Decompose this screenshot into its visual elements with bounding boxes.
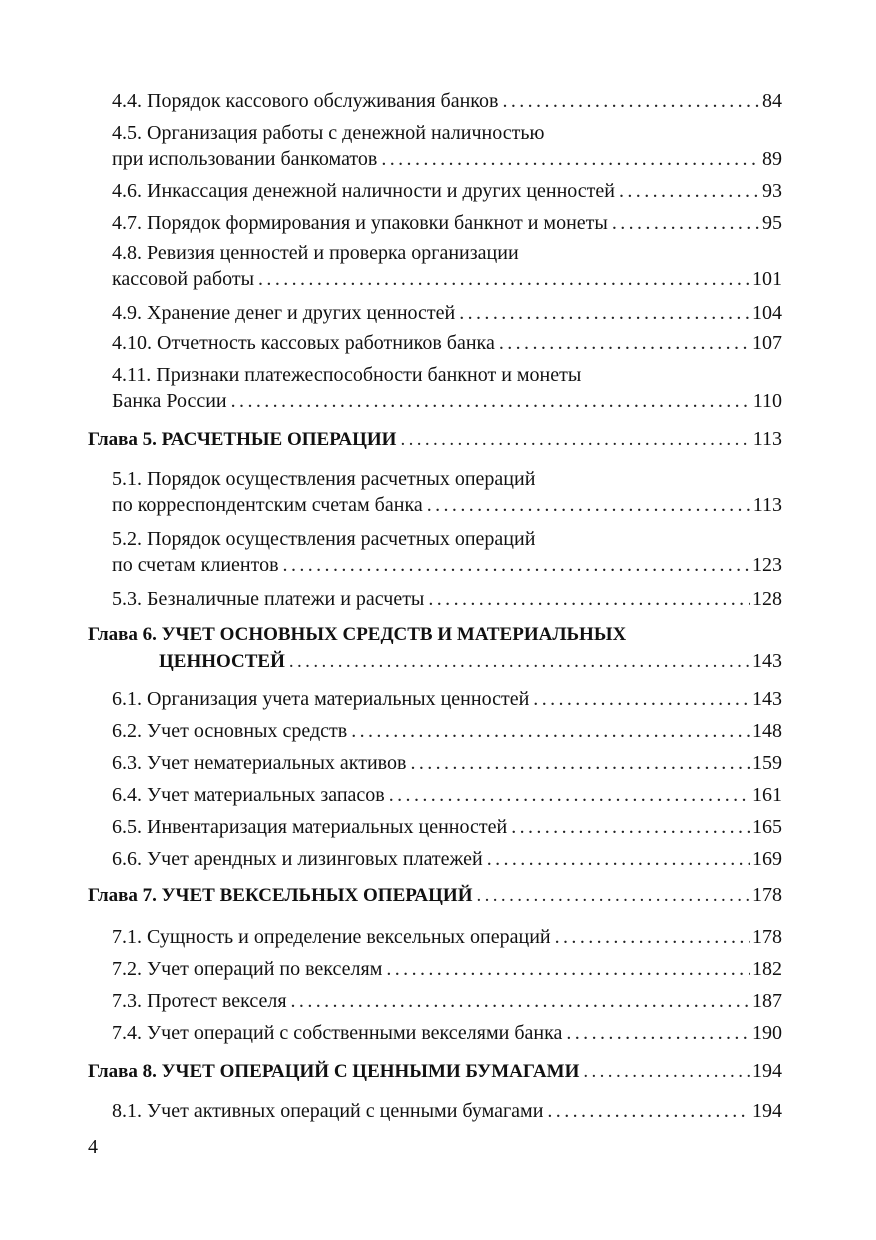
dot-leader [231, 388, 751, 414]
dot-leader [381, 146, 760, 172]
toc-section-entry [88, 300, 782, 326]
toc-entry-title: Глава 7. УЧЕТ ВЕКСЕЛЬНЫХ ОПЕРАЦИЙ [88, 885, 473, 906]
toc-entry-title: 6.1. Организация учета материальных ценностей [112, 688, 530, 710]
toc-entry-title-line: 4.11. Признаки платежеспособности банкнот и монеты [112, 364, 582, 386]
toc-section-entry [88, 210, 782, 236]
toc-entry-title: по корреспондентским счетам банка [112, 494, 423, 516]
dot-leader [511, 814, 750, 840]
toc-section-entry [88, 846, 782, 872]
dot-leader [459, 300, 750, 326]
toc-page-number: 110 [752, 390, 782, 412]
toc-entry-title-line: 5.1. Порядок осуществления расчетных операций [112, 468, 536, 490]
toc-section-entry [88, 686, 782, 712]
toc-entry-title: 6.2. Учет основных средств [112, 720, 348, 742]
toc-section-entry [88, 526, 782, 578]
toc-section-entry [88, 586, 782, 612]
dot-leader [258, 266, 750, 292]
toc-entry-title: 6.3. Учет нематериальных активов [112, 752, 407, 774]
toc-entry-title: 6.6. Учет арендных и лизинговых платежей [112, 848, 483, 870]
dot-leader [427, 492, 751, 518]
toc-entry-title: 4.10. Отчетность кассовых работников банка [112, 332, 495, 354]
dot-leader [499, 330, 750, 356]
dot-leader [612, 210, 760, 236]
toc-page-number: 194 [752, 1060, 782, 1082]
dot-leader [410, 750, 750, 776]
toc-entry-title: при использовании банкоматов [112, 148, 378, 170]
toc-page-number: 148 [752, 720, 782, 742]
toc-entry-title: кассовой работы [112, 268, 255, 290]
toc-page-number: 182 [752, 958, 782, 980]
toc-section-entry [88, 988, 782, 1014]
toc-section-entry [88, 750, 782, 776]
dot-leader [547, 1098, 750, 1124]
toc-page-number: 123 [752, 554, 782, 576]
toc-section-entry [88, 466, 782, 518]
dot-leader [502, 88, 760, 114]
toc-chapter-entry [88, 1058, 782, 1085]
toc-page-number: 143 [752, 688, 782, 710]
dot-leader [555, 924, 750, 950]
toc-page-number: 178 [752, 926, 782, 948]
toc-section-entry [88, 330, 782, 356]
toc-page-number: 107 [752, 332, 782, 354]
dot-leader [428, 586, 750, 612]
toc-entry-title: по счетам клиентов [112, 554, 279, 576]
toc-section-entry [88, 88, 782, 114]
dot-leader [389, 782, 750, 808]
toc-page-number: 93 [762, 180, 782, 202]
toc-section-entry [88, 1098, 782, 1124]
dot-leader [283, 552, 750, 578]
toc-page-number: 113 [752, 494, 782, 516]
dot-leader [533, 686, 750, 712]
toc-page-number: 95 [762, 212, 782, 234]
toc-page-number: 128 [752, 588, 782, 610]
toc-page-number: 104 [752, 302, 782, 324]
toc-section-entry [88, 924, 782, 950]
toc-section-entry [88, 240, 782, 292]
dot-leader [566, 1020, 750, 1046]
toc-chapter-entry [88, 622, 782, 675]
toc-page-number: 165 [752, 816, 782, 838]
toc-entry-title: 7.1. Сущность и определение вексельных операций [112, 926, 551, 948]
toc-page-number: 190 [752, 1022, 782, 1044]
toc-entry-title-line: 4.8. Ревизия ценностей и проверка организации [112, 242, 519, 264]
dot-leader [351, 718, 750, 744]
dot-leader [487, 846, 750, 872]
toc-entry-title: ЦЕННОСТЕЙ [159, 651, 285, 672]
toc-entry-title: 5.3. Безналичные платежи и расчеты [112, 588, 425, 610]
toc-entry-title: 4.9. Хранение денег и других ценностей [112, 302, 456, 324]
toc-entry-title: 7.2. Учет операций по векселям [112, 958, 383, 980]
toc-section-entry [88, 362, 782, 414]
dot-leader [619, 178, 760, 204]
toc-entry-title: 6.5. Инвентаризация материальных ценностей [112, 816, 508, 838]
toc-page-number: 101 [752, 268, 782, 290]
toc-entry-title: 4.4. Порядок кассового обслуживания банков [112, 90, 499, 112]
toc-page-number: 89 [762, 148, 782, 170]
toc-section-entry [88, 956, 782, 982]
page-number: 4 [88, 1136, 98, 1158]
toc-entry-title: 6.4. Учет материальных запасов [112, 784, 385, 806]
toc-entry-title: 8.1. Учет активных операций с ценными бумагами [112, 1100, 544, 1122]
toc-section-entry [88, 178, 782, 204]
toc-entry-title: 4.7. Порядок формирования и упаковки банкнот и монеты [112, 212, 608, 234]
toc-section-entry [88, 718, 782, 744]
toc-section-entry [88, 120, 782, 172]
toc-entry-title: 7.4. Учет операций с собственными векселями банка [112, 1022, 563, 1044]
toc-entry-title: Банка России [112, 390, 227, 412]
dot-leader [291, 988, 750, 1014]
toc-entry-title: Глава 8. УЧЕТ ОПЕРАЦИЙ С ЦЕННЫМИ БУМАГАМИ [88, 1061, 580, 1082]
toc-page-number: 161 [752, 784, 782, 806]
toc-page-number: 84 [762, 90, 782, 112]
toc-entry-title: Глава 5. РАСЧЕТНЫЕ ОПЕРАЦИИ [88, 429, 397, 450]
toc-section-entry [88, 782, 782, 808]
dot-leader [583, 1059, 750, 1085]
toc-page-number: 187 [752, 990, 782, 1012]
toc-page-number: 113 [752, 428, 782, 450]
toc-chapter-entry [88, 426, 782, 453]
dot-leader [400, 427, 750, 453]
dot-leader [289, 649, 750, 675]
toc-page-number: 159 [752, 752, 782, 774]
toc-page-number: 143 [752, 650, 782, 672]
dot-leader [476, 883, 750, 909]
toc-entry-title-line: 4.5. Организация работы с денежной наличностью [112, 122, 545, 144]
toc-entry-title: 4.6. Инкассация денежной наличности и других ценностей [112, 180, 615, 202]
toc-page-number: 194 [752, 1100, 782, 1122]
toc-section-entry [88, 1020, 782, 1046]
toc-entry-title: 7.3. Протест векселя [112, 990, 287, 1012]
toc-entry-title-line: Глава 6. УЧЕТ ОСНОВНЫХ СРЕДСТВ И МАТЕРИАЛЬНЫХ [88, 624, 627, 645]
toc-chapter-entry [88, 882, 782, 909]
dot-leader [386, 956, 750, 982]
toc-page-number: 178 [752, 884, 782, 906]
toc-section-entry [88, 814, 782, 840]
toc-page-number: 169 [752, 848, 782, 870]
toc-entry-title-line: 5.2. Порядок осуществления расчетных операций [112, 528, 536, 550]
